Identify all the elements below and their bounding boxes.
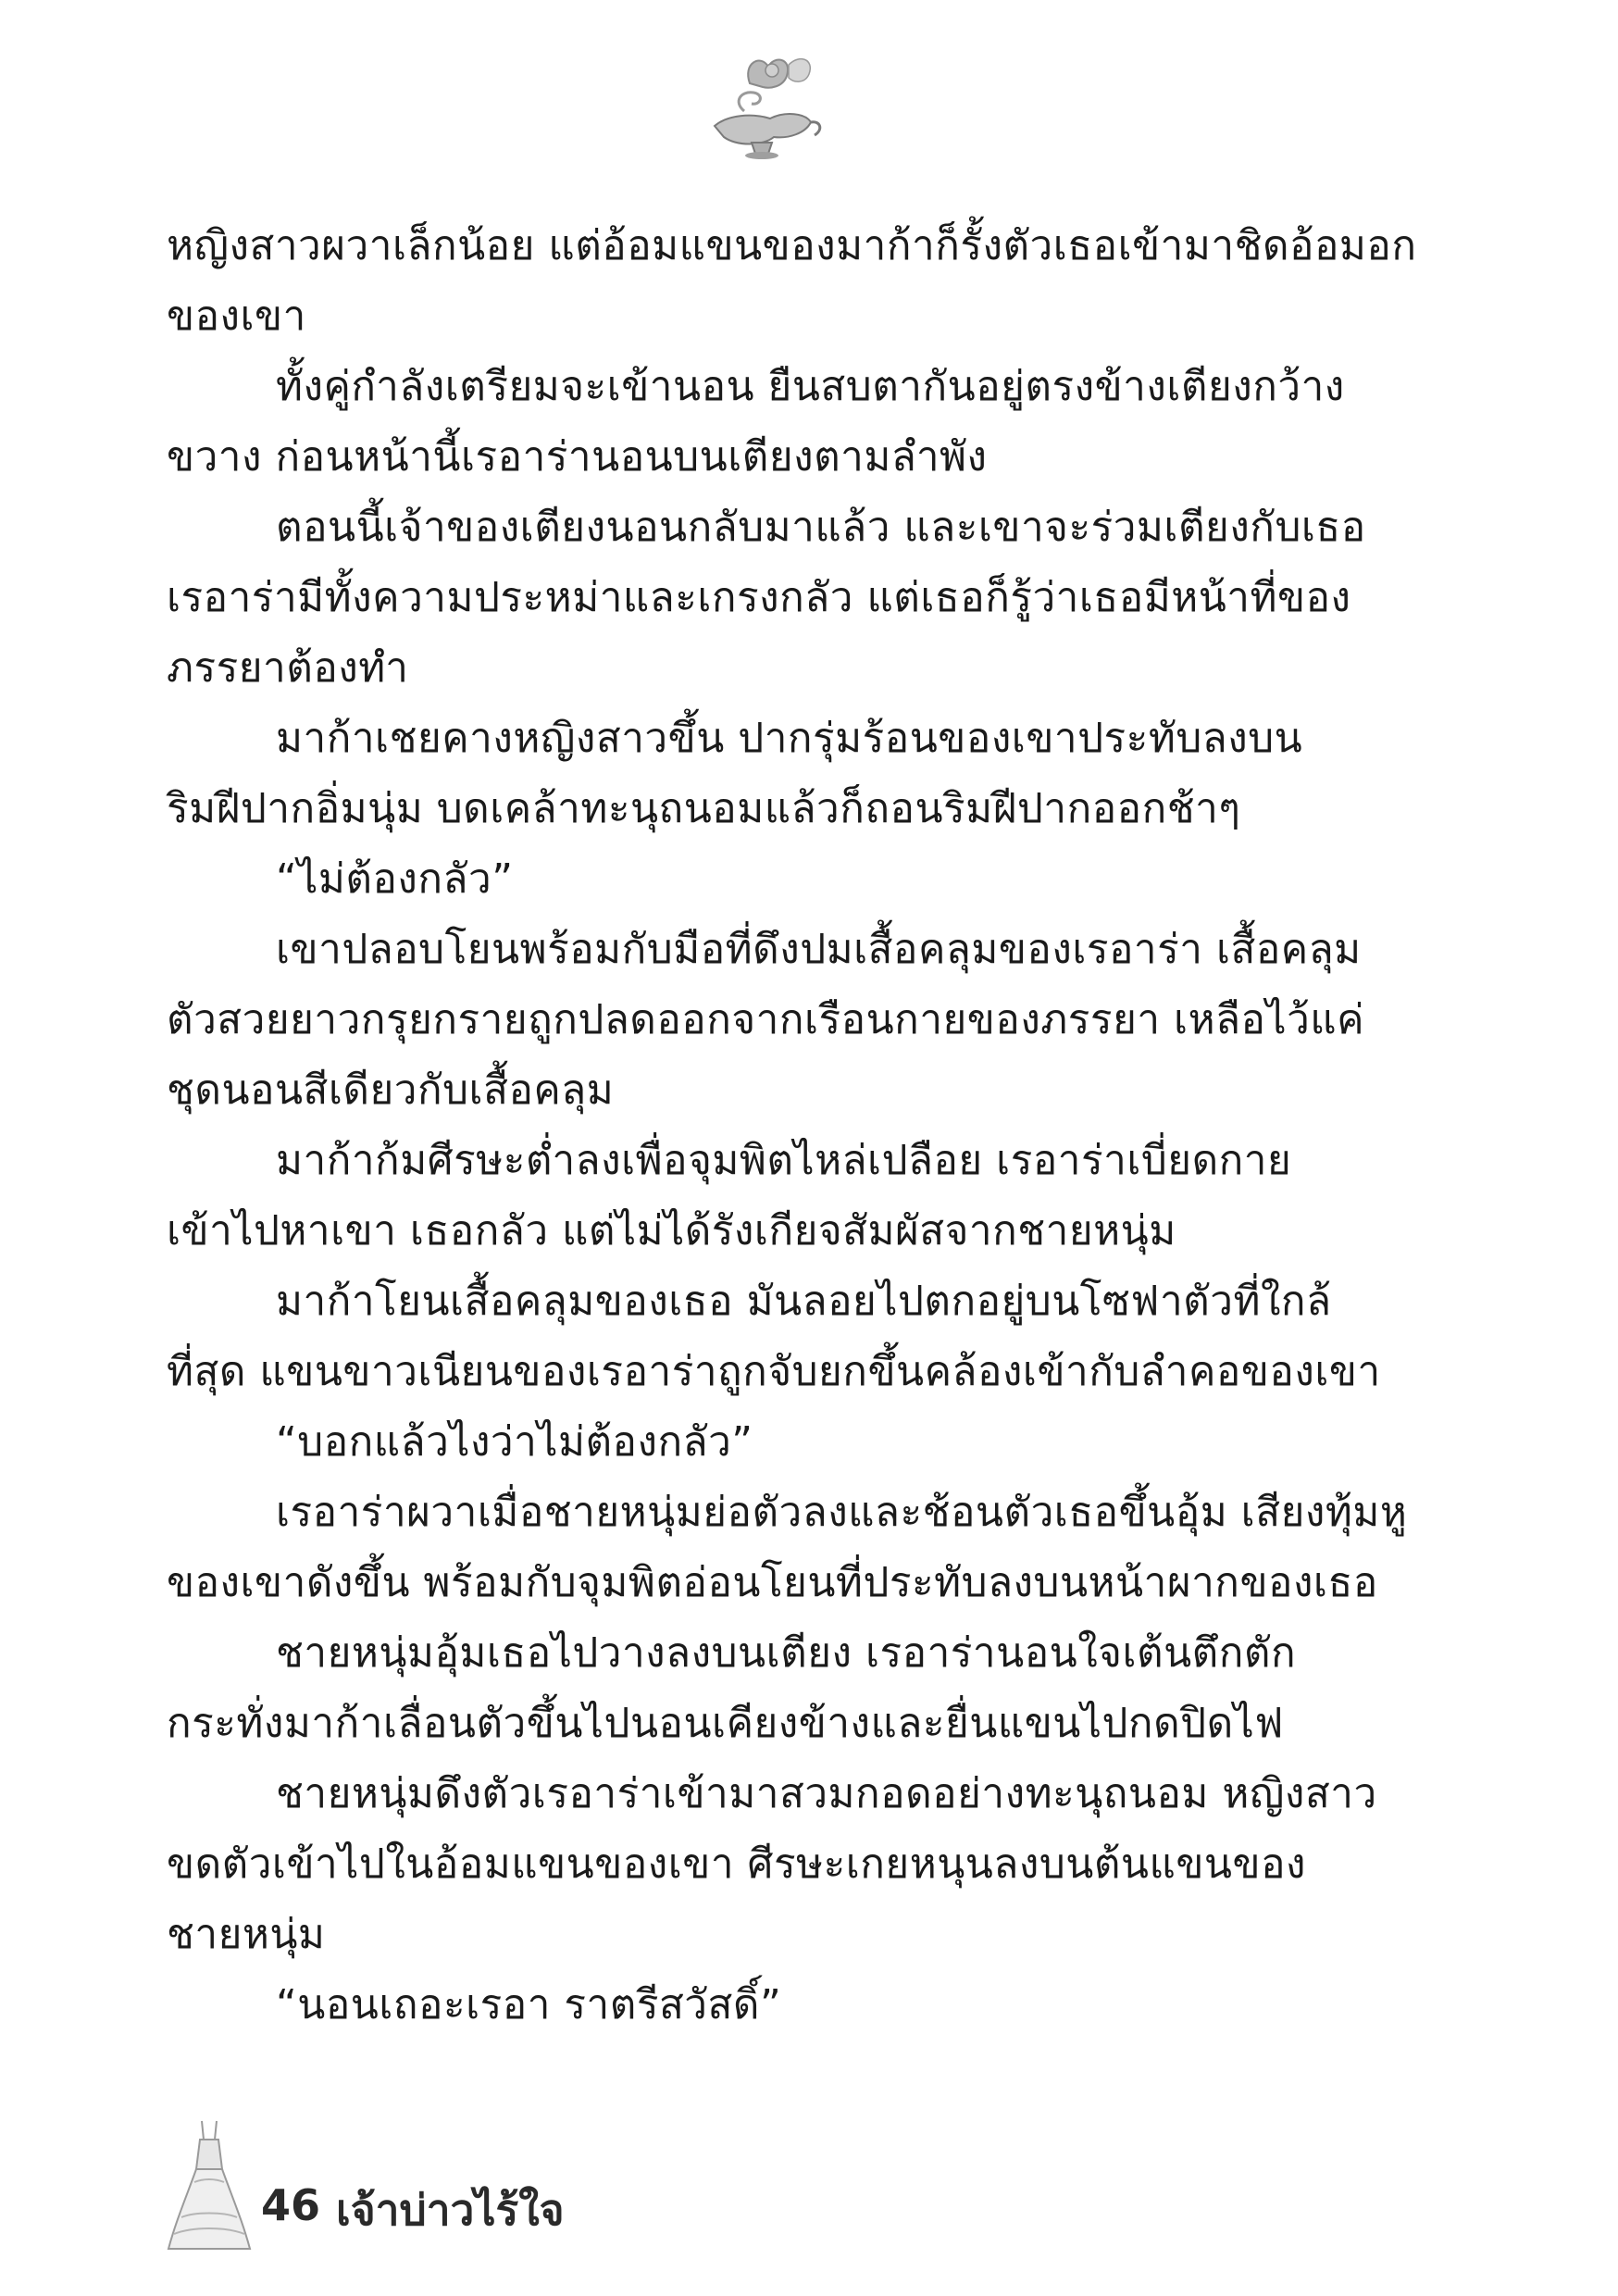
book-title: เจ้าบ่าวไร้ใจ: [336, 2185, 565, 2235]
wedding-dress-icon: [167, 2115, 252, 2254]
text-line: ภรรยาต้องทำ: [167, 644, 409, 692]
text-line: ชายหนุ่มอุ้มเธอไปวางลงบนเตียง เรอาร่านอนใจเต้นตึกตัก: [276, 1629, 1297, 1677]
text-line: ชายหนุ่ม: [167, 1911, 326, 1958]
text-line: “นอนเถอะเรอา ราตรีสวัสดิ์”: [276, 1981, 782, 2028]
text-line: ชุดนอนสีเดียวกับเสื้อคลุม: [167, 1067, 615, 1114]
chapter-body-text: [167, 211, 1417, 2040]
text-line: มาก้าก้มศีรษะต่ำลงเพื่อจุมพิตไหล่เปลือย เรอาร่าเบี่ยดกาย: [276, 1137, 1292, 1184]
text-line: หญิงสาวผวาเล็กน้อย แต่อ้อมแขนของมาก้าก็รั้งตัวเธอเข้ามาชิดอ้อมอก: [167, 222, 1417, 269]
text-line: ชายหนุ่มดึงตัวเรอาร่าเข้ามาสวมกอดอย่างทะนุถนอม หญิงสาว: [276, 1770, 1377, 1817]
text-line: ขวาง ก่อนหน้านี้เรอาร่านอนบนเตียงตามลำพัง: [167, 433, 988, 480]
text-line: ริมฝีปากอิ่มนุ่ม บดเคล้าทะนุถนอมแล้วก็ถอนริมฝีปากออกช้าๆ: [167, 785, 1241, 832]
text-line: ทั้งคู่กำลังเตรียมจะเข้านอน ยืนสบตากันอยู่ตรงข้างเตียงกว้าง: [276, 363, 1345, 410]
text-line: ตอนนี้เจ้าของเตียงนอนกลับมาแล้ว และเขาจะร่วมเตียงกับเธอ: [276, 504, 1366, 551]
page-number: 46: [261, 2180, 321, 2230]
text-line: ตัวสวยยาวกรุยกรายถูกปลดออกจากเรือนกายของภรรยา เหลือไว้แค่: [167, 996, 1365, 1043]
text-line: ที่สุด แขนขาวเนียนของเรอาร่าถูกจับยกขึ้นคล้องเข้ากับลำคอของเขา: [167, 1348, 1381, 1395]
text-line: เรอาร่ามีทั้งความประหม่าและเกรงกลัว แต่เธอก็รู้ว่าเธอมีหน้าที่ของ: [167, 574, 1351, 621]
text-line: เรอาร่าผวาเมื่อชายหนุ่มย่อตัวลงและช้อนตัวเธอขึ้นอุ้ม เสียงทุ้มหู: [276, 1489, 1408, 1536]
text-line: กระทั่งมาก้าเลื่อนตัวขึ้นไปนอนเคียงข้างและยื่นแขนไปกดปิดไฟ: [167, 1700, 1284, 1747]
text-line: “บอกแล้วไงว่าไม่ต้องกลัว”: [276, 1418, 753, 1466]
text-line: มาก้าโยนเสื้อคลุมของเธอ มันลอยไปตกอยู่บนโซฟาตัวที่ใกล้: [276, 1278, 1332, 1325]
page-footer: [167, 2115, 815, 2254]
text-line: เขาปลอบโยนพร้อมกับมือที่ดึงปมเสื้อคลุมของเรอาร่า เสื้อคลุม: [276, 926, 1362, 973]
text-line: “ไม่ต้องกลัว”: [276, 855, 514, 903]
text-line: เข้าไปหาเขา เธอกลัว แต่ไม่ได้รังเกียจสัมผัสจากชายหนุ่ม: [167, 1207, 1176, 1254]
text-line: ของเขาดังขึ้น พร้อมกับจุมพิตอ่อนโยนที่ประทับลงบนหน้าผากของเธอ: [167, 1559, 1378, 1606]
text-line: ขดตัวเข้าไปในอ้อมแขนของเขา ศีรษะเกยหนุนลงบนต้นแขนของ: [167, 1841, 1306, 1888]
angel-lamp-icon: [696, 46, 826, 167]
text-line: มาก้าเชยคางหญิงสาวขึ้น ปากรุ่มร้อนของเขาประทับลงบน: [276, 715, 1303, 762]
text-line: ของเขา: [167, 293, 306, 340]
